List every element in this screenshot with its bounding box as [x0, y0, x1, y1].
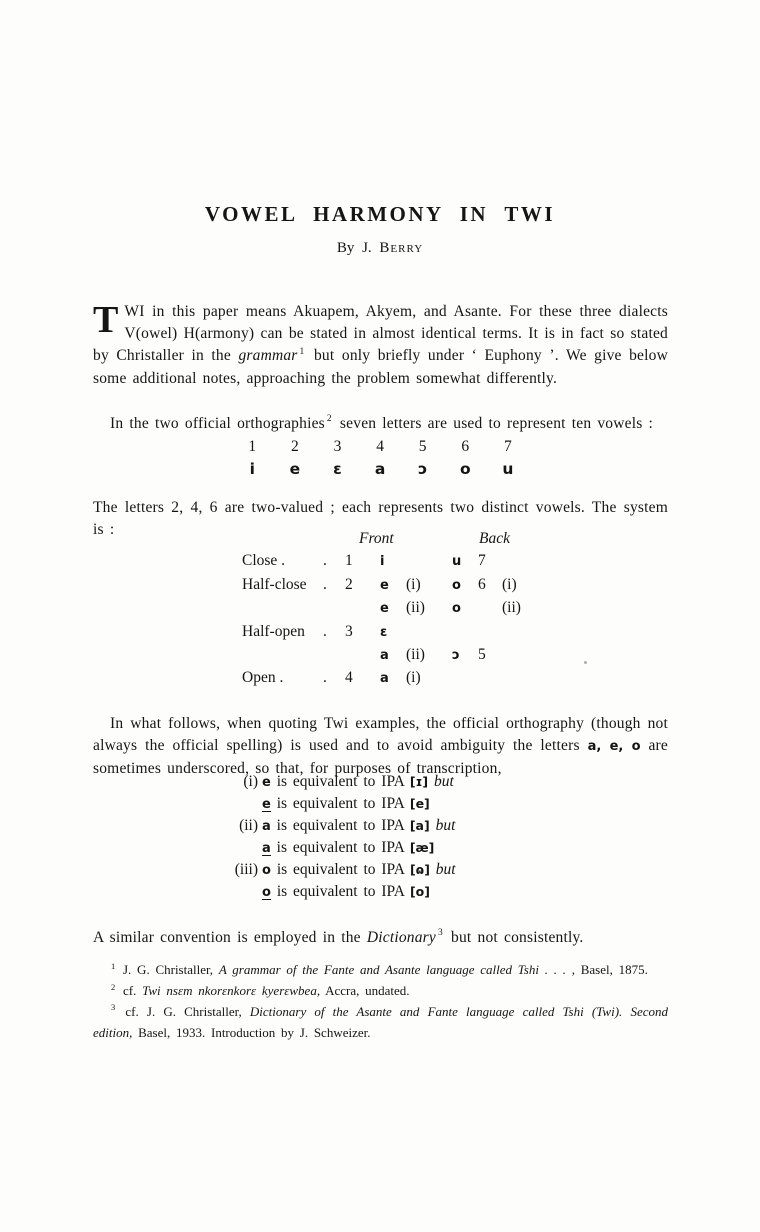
table-row: Half-close . 2 e (i) o 6 (i) — [242, 575, 517, 593]
footnote-marker-2: 2 — [326, 414, 332, 425]
footnote-1: $^1$ J. G. Christaller, A grammar of the Fante and Asante language called Tshi . . . , Basel, 1875. — [111, 960, 648, 977]
vowel-key-letter: i — [249, 460, 255, 478]
orthography-letter: a — [262, 818, 271, 834]
equivalence-line: o is equivalent to IPA [o] — [262, 883, 430, 901]
vowel-key-numbers-row — [231, 438, 529, 456]
vowel-key-number: 6 — [461, 438, 470, 455]
vowel-key-number: 3 — [333, 438, 342, 455]
ipa-symbol: [a] — [409, 817, 430, 833]
vowel-key-letter: e — [289, 460, 301, 478]
drop-cap: T — [93, 298, 119, 341]
orthography-letter: e — [262, 775, 271, 790]
ipa-symbol: [ɪ] — [409, 774, 429, 789]
byline-prefix: By J. — [336, 240, 372, 256]
ipa-symbol: [ɷ] — [409, 861, 430, 877]
vowel-key-letters-row — [231, 460, 529, 478]
bold-letters-aeo: a, e, o — [587, 738, 641, 754]
orthographies-text-b: seven letters are used to represent ten vowels : — [333, 414, 654, 432]
footnote-marker-1: 1 — [299, 347, 305, 358]
footnotes-section — [93, 960, 668, 1044]
ipa-symbol: [o] — [409, 884, 430, 900]
footnote-marker-3: 3 — [438, 928, 443, 939]
two-valued-paragraph: The letters 2, 4, 6 are two-valued ; each represents two distinct vowels. The system is : — [93, 498, 668, 538]
table-row: Open . . 4 a (i) — [242, 669, 421, 687]
front-column-header: Front — [359, 530, 394, 547]
grammar-title-ref: grammar — [238, 347, 298, 365]
orthographies-text-a: In the two official orthographies — [110, 414, 325, 432]
vowel-key-number: 7 — [503, 438, 512, 455]
table-row: Close . . 1 i u 7 — [242, 552, 486, 570]
author-name: Berry — [379, 240, 424, 256]
vowel-key-letter: ɛ — [333, 460, 342, 478]
orthographies-paragraph — [93, 413, 668, 435]
table-row: a (ii) ɔ 5 — [380, 646, 486, 664]
byline — [0, 240, 760, 257]
orthography-letter-underscored: e — [262, 797, 271, 813]
scan-artifact-dot — [584, 661, 587, 664]
footnote-2: $^2$ cf. Twi nsɛm nkorɛnkorɛ kyerɛwbea, Accra, undated. — [111, 981, 410, 998]
footnote-number: 2 — [111, 981, 116, 992]
convention-text-b: but not consistently. — [444, 928, 584, 946]
ipa-symbol: [e] — [409, 796, 430, 812]
page-title: VOWEL HARMONY IN TWI — [204, 202, 556, 227]
convention-text-a: A similar convention is employed in the — [93, 928, 367, 946]
vowel-key-letter: u — [502, 460, 514, 478]
equivalence-line: e is equivalent to IPA [e] — [262, 795, 430, 813]
equivalence-line: a is equivalent to IPA [æ] — [262, 839, 435, 857]
ipa-symbol: [æ] — [409, 840, 435, 856]
orthography-letter-underscored: o — [262, 885, 271, 901]
vowel-key-number: 1 — [248, 438, 257, 455]
vowel-key-number: 4 — [376, 438, 384, 455]
table-row: Half-open . 3 ɛ — [242, 622, 388, 640]
footnote-number: 3 — [111, 1002, 116, 1013]
vowel-key-number: 2 — [291, 438, 299, 455]
vowel-table-header — [242, 528, 562, 550]
intro-text-b: but only briefly under ‘ Euphony ’. We give below some additional notes, approaching the problem somewhat differently. — [93, 347, 668, 387]
footnote-3: $^3$ cf. J. G. Christaller, Dictionary of the Asante and Fante language called Tshi (Twi). Second edition, Basel, 1933. Introduction by J. Schweizer. — [93, 1002, 668, 1040]
back-column-header: Back — [479, 530, 510, 547]
transcription-text-a: In what follows, when quoting Twi examples, the official orthography (though not always the official spelling) is used and to avoid ambiguity the letters — [93, 714, 668, 754]
equivalence-line: (i) e is equivalent to IPA [ɪ] but — [243, 773, 454, 790]
dictionary-title-ref: Dictionary — [366, 928, 436, 946]
vowel-key-number: 5 — [418, 438, 427, 455]
orthography-letter-underscored: a — [262, 841, 271, 857]
intro-paragraph — [93, 298, 668, 391]
equivalence-line: (ii) a is equivalent to IPA [a] but — [239, 816, 456, 834]
vowel-key-letter: o — [459, 460, 471, 478]
ipa-equivalence-list — [232, 771, 456, 902]
equivalence-line: (iii) o is equivalent to IPA [ɷ] but — [234, 860, 456, 878]
vowel-key-letter: a — [374, 460, 386, 478]
table-row: e (ii) o (ii) — [380, 599, 521, 617]
vowel-key-letter: ɔ — [418, 460, 428, 478]
footnote-number: 1 — [111, 960, 116, 971]
convention-paragraph — [93, 927, 668, 949]
orthography-letter: o — [262, 862, 271, 878]
intro-text-a: WI in this paper means Akuapem, Akyem, and Asante. For these three dialects V(owel) H(armony) can be stated in almost identical terms. It is in fact so stated by Christaller in the — [93, 302, 668, 365]
vowel-system-table — [242, 528, 562, 691]
transcription-text-b: are sometimes underscored, so that, for purposes of transcription, — [93, 736, 668, 778]
